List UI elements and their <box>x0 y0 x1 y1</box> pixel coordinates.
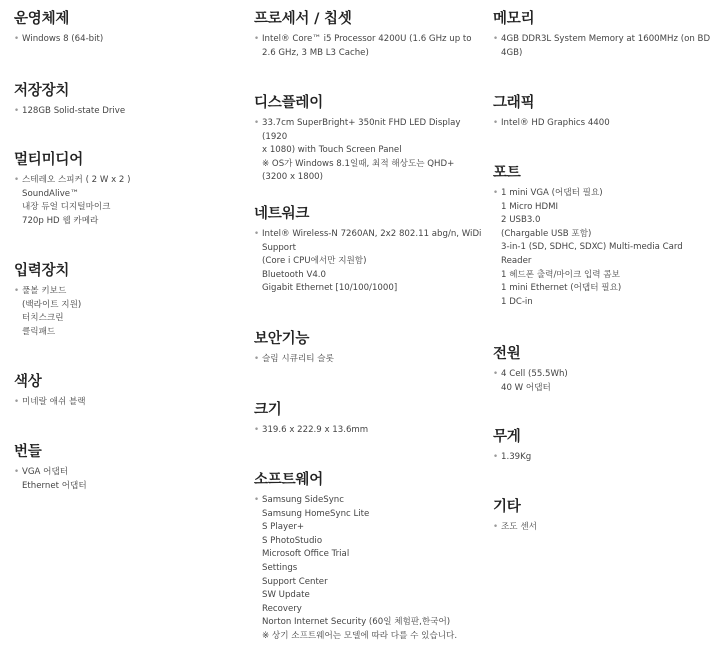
section-body <box>254 424 482 438</box>
section-body <box>14 105 244 119</box>
bullet-icon: • <box>254 354 260 364</box>
section-title: 멀티미디어 <box>14 152 84 168</box>
section-body <box>254 228 482 296</box>
spec-line-text: Norton Internet Security (60일 체험판,한국어) <box>262 617 451 628</box>
section-body <box>493 451 715 465</box>
spec-section-2-4 <box>254 329 482 367</box>
section-title: 저장장치 <box>14 83 70 99</box>
spec-line-text: 2 USB3.0 <box>501 215 541 226</box>
bullet-icon: • <box>254 118 260 128</box>
spec-line <box>254 562 482 576</box>
spec-line-text: (3200 x 1800) <box>262 172 323 183</box>
bullet-icon: • <box>254 34 260 44</box>
bullet-icon: • <box>14 467 20 477</box>
bullet-icon: • <box>14 397 20 407</box>
spec-line-text: x 1080) with Touch Screen Panel <box>262 145 402 156</box>
spec-line <box>254 616 482 630</box>
spec-line-text: (Chargable USB 포함) <box>501 228 592 239</box>
section-title: 번들 <box>14 444 42 460</box>
section-title: 프로세서 / 칩셋 <box>254 11 352 27</box>
spec-line <box>254 494 482 508</box>
spec-line-text: 1 헤드폰 출력/마이크 입력 콤보 <box>501 269 620 280</box>
spec-line-text: 40 W 어댑터 <box>501 382 551 393</box>
spec-line <box>493 382 715 396</box>
bullet-icon: • <box>493 452 499 462</box>
spec-line-text: 클릭패드 <box>22 326 56 337</box>
spec-section-1-3 <box>14 150 244 228</box>
spec-section-3-2 <box>493 93 715 131</box>
section-body <box>14 466 244 493</box>
spec-section-3-1 <box>493 9 715 60</box>
spec-section-2-1 <box>254 9 482 60</box>
section-title: 색상 <box>14 374 42 390</box>
spec-line <box>254 576 482 590</box>
section-body <box>493 521 715 535</box>
section-body <box>14 396 244 410</box>
spec-line-text: Bluetooth V4.0 <box>262 269 326 280</box>
spec-line-text: Intel® Core™ i5 Processor 4200U (1.6 GHz up to <box>262 34 472 44</box>
spec-line-text: 1 mini Ethernet (어댑터 필요) <box>501 283 622 294</box>
spec-line <box>493 201 715 215</box>
spec-line <box>14 174 244 188</box>
spec-line-text: 스테레오 스피커 ( 2 W x 2 ) <box>22 175 131 185</box>
spec-section-3-4 <box>493 344 715 395</box>
spec-line <box>14 285 244 299</box>
spec-line <box>493 521 715 535</box>
spec-line-text: Samsung HomeSync Lite <box>262 508 370 519</box>
section-title: 입력장치 <box>14 263 70 279</box>
spec-line-text: Recovery <box>262 603 302 614</box>
spec-line <box>254 117 482 144</box>
spec-section-1-6 <box>14 442 244 493</box>
spec-line <box>14 466 244 480</box>
spec-line <box>254 144 482 158</box>
section-body <box>493 187 715 309</box>
section-title: 기타 <box>493 499 521 515</box>
section-title: 전원 <box>493 346 521 362</box>
section-title: 메모리 <box>493 11 535 27</box>
bullet-icon: • <box>493 188 499 198</box>
spec-line <box>14 188 244 202</box>
spec-line <box>254 508 482 522</box>
spec-line <box>493 187 715 201</box>
spec-line-text: SW Update <box>262 590 310 601</box>
spec-line-text: 조도 센서 <box>501 522 537 532</box>
spec-line <box>254 242 482 256</box>
spec-line <box>14 215 244 229</box>
bullet-icon: • <box>14 34 20 44</box>
spec-line-text: Settings <box>262 562 298 573</box>
bullet-icon: • <box>14 286 20 296</box>
section-body <box>14 33 244 47</box>
spec-line-text: S Player+ <box>262 522 305 533</box>
spec-section-3-3 <box>493 163 715 309</box>
spec-section-2-6 <box>254 470 482 644</box>
spec-line-text: 터치스크린 <box>22 313 64 324</box>
spec-line <box>493 368 715 382</box>
spec-section-2-5 <box>254 400 482 438</box>
spec-line-text: ※ 상기 소프트웨어는 모델에 따라 다를 수 있습니다. <box>262 630 458 641</box>
section-body <box>493 368 715 395</box>
spec-line-text: Support <box>262 242 296 253</box>
spec-line <box>493 451 715 465</box>
bullet-icon: • <box>493 34 499 44</box>
spec-line-text: Samsung SideSync <box>262 495 344 505</box>
bullet-icon: • <box>254 425 260 435</box>
spec-line <box>14 33 244 47</box>
spec-section-1-2 <box>14 81 244 119</box>
section-body <box>254 353 482 367</box>
spec-line-text: 내장 듀얼 디지털마이크 <box>22 202 111 213</box>
spec-line-text: Support Center <box>262 576 328 587</box>
spec-line <box>254 47 482 61</box>
spec-line-text: 319.6 x 222.9 x 13.6mm <box>262 425 369 435</box>
spec-line <box>254 548 482 562</box>
spec-line-text: S PhotoStudio <box>262 535 323 546</box>
spec-line <box>493 117 715 131</box>
spec-line <box>254 282 482 296</box>
section-body <box>254 117 482 185</box>
spec-section-3-6 <box>493 497 715 535</box>
spec-line <box>493 296 715 310</box>
spec-line-text: 1 mini VGA (어댑터 필요) <box>501 188 603 198</box>
spec-line-text: VGA 어댑터 <box>22 467 69 477</box>
spec-line <box>254 630 482 644</box>
spec-line-text: 720p HD 웹 카메라 <box>22 215 99 226</box>
section-title: 운영체제 <box>14 11 70 27</box>
spec-line-text: Ethernet 어댑터 <box>22 480 87 491</box>
spec-section-1-1 <box>14 9 244 47</box>
spec-line <box>254 521 482 535</box>
spec-line <box>493 228 715 242</box>
spec-line-text: 미네랄 애쉬 블랙 <box>22 397 86 407</box>
section-body <box>14 285 244 339</box>
spec-line <box>254 171 482 185</box>
spec-line-text: 1 DC-in <box>501 296 533 307</box>
spec-line <box>254 353 482 367</box>
spec-line <box>14 326 244 340</box>
spec-line <box>254 269 482 283</box>
section-title: 그래픽 <box>493 95 535 111</box>
spec-line-text: 128GB Solid-state Drive <box>22 106 126 116</box>
spec-line <box>493 241 715 255</box>
spec-line <box>493 282 715 296</box>
spec-line <box>493 214 715 228</box>
spec-line-text: 슬림 시큐리티 슬롯 <box>262 354 334 364</box>
spec-line <box>14 480 244 494</box>
spec-line <box>254 424 482 438</box>
spec-line-text: Reader <box>501 255 532 266</box>
spec-line <box>254 228 482 242</box>
bullet-icon: • <box>14 175 20 185</box>
section-title: 포트 <box>493 165 521 181</box>
spec-line-text: 4 Cell (55.5Wh) <box>501 369 568 379</box>
spec-section-3-5 <box>493 427 715 465</box>
spec-line-text: 4GB DDR3L System Memory at 1600MHz (on BD <box>501 34 711 44</box>
spec-line <box>493 33 715 47</box>
spec-line-text: 4GB) <box>501 47 523 58</box>
spec-line-text: Windows 8 (64-bit) <box>22 34 104 44</box>
spec-line-text: 3-in-1 (SD, SDHC, SDXC) Multi-media Card <box>501 242 683 253</box>
bullet-icon: • <box>493 369 499 379</box>
spec-line <box>254 535 482 549</box>
spec-line-text: Intel® HD Graphics 4400 <box>501 118 610 128</box>
spec-line-text: Intel® Wireless-N 7260AN, 2x2 802.11 abg/n, WiDi <box>262 229 482 239</box>
bullet-icon: • <box>493 522 499 532</box>
bullet-icon: • <box>254 495 260 505</box>
spec-section-2-2 <box>254 93 482 185</box>
spec-line <box>254 603 482 617</box>
section-body <box>493 33 715 60</box>
section-title: 크기 <box>254 402 282 418</box>
spec-line <box>254 589 482 603</box>
section-body <box>254 33 482 60</box>
spec-line <box>254 33 482 47</box>
spec-line <box>14 105 244 119</box>
section-title: 보안기능 <box>254 331 310 347</box>
spec-line-text: 33.7cm SuperBright+ 350nit FHD LED Display (1920 <box>262 118 461 142</box>
section-title: 소프트웨어 <box>254 472 324 488</box>
spec-line <box>14 396 244 410</box>
bullet-icon: • <box>14 106 20 116</box>
section-title: 디스플레이 <box>254 95 324 111</box>
spec-line <box>493 47 715 61</box>
spec-line <box>493 269 715 283</box>
spec-line-text: 1 Micro HDMI <box>501 201 559 212</box>
spec-section-2-3 <box>254 204 482 296</box>
spec-line-text: SoundAlive™ <box>22 188 79 199</box>
spec-line-text: 1.39Kg <box>501 452 532 462</box>
spec-line <box>254 158 482 172</box>
spec-line-text: (백라이트 지원) <box>22 299 82 310</box>
spec-line <box>14 201 244 215</box>
spec-line <box>14 312 244 326</box>
spec-line-text: Microsoft Office Trial <box>262 549 350 560</box>
section-body <box>14 174 244 228</box>
spec-line-text: (Core i CPU에서만 지원함) <box>262 256 367 267</box>
section-title: 무게 <box>493 429 521 445</box>
spec-line-text: Gigabit Ethernet [10/100/1000] <box>262 283 398 294</box>
spec-section-1-4 <box>14 261 244 339</box>
bullet-icon: • <box>254 229 260 239</box>
spec-line <box>14 299 244 313</box>
bullet-icon: • <box>493 118 499 128</box>
spec-line <box>493 255 715 269</box>
section-body <box>254 494 482 644</box>
spec-line-text: 2.6 GHz, 3 MB L3 Cache) <box>262 47 369 58</box>
spec-line-text: 풀볼 키보드 <box>22 286 67 296</box>
spec-line <box>254 255 482 269</box>
section-title: 네트워크 <box>254 206 310 222</box>
spec-line-text: ※ OS가 Windows 8.1일때, 최적 해상도는 QHD+ <box>262 158 455 169</box>
spec-section-1-5 <box>14 372 244 410</box>
section-body <box>493 117 715 131</box>
